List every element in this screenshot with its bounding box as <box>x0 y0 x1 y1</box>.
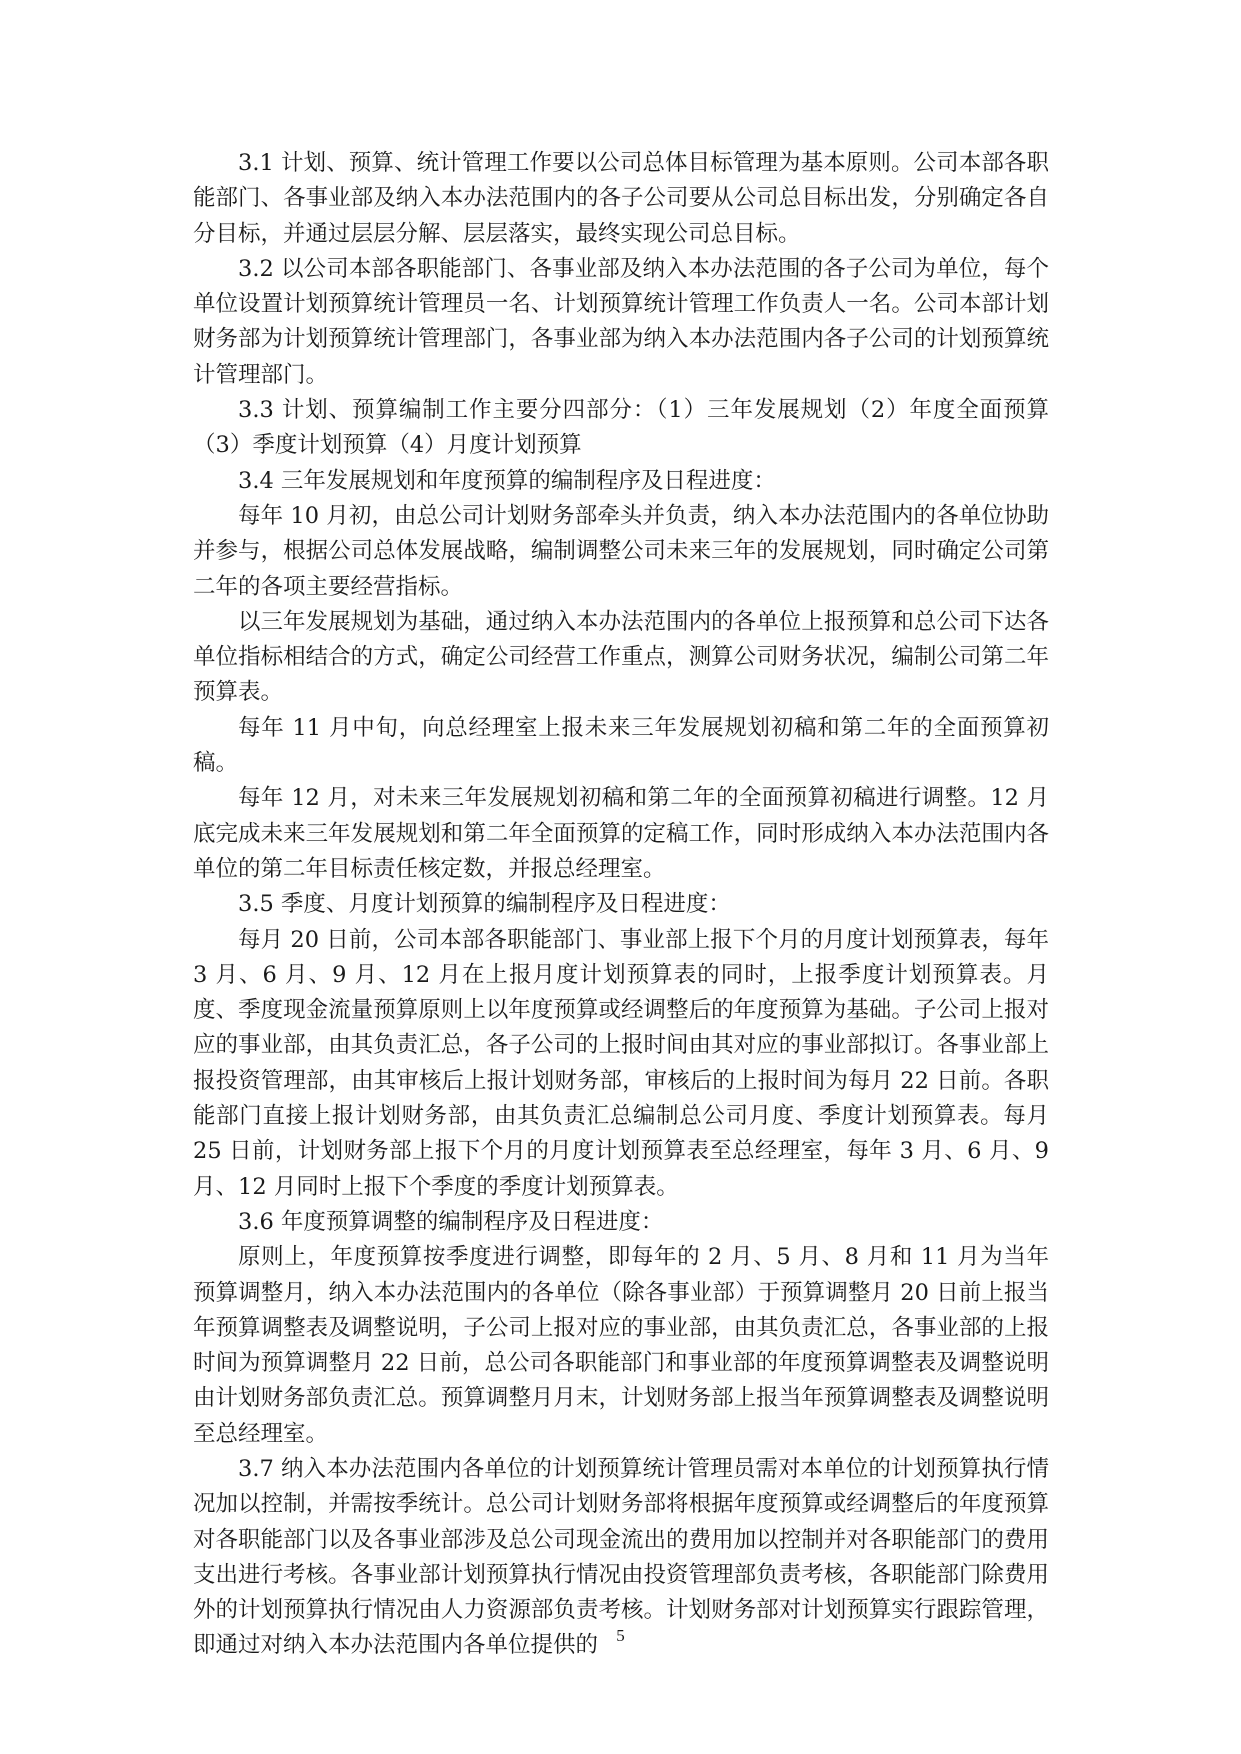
paragraph-3-4-basis: 以三年发展规划为基础，通过纳入本办法范围内的各单位上报预算和总公司下达各单位指标相结合的方式，确定公司经营工作重点，测算公司财务状况，编制公司第二年预算表。 <box>193 608 1049 706</box>
paragraph-3-4-heading: 3.4 三年发展规划和年度预算的编制程序及日程进度： <box>238 467 776 494</box>
page-number: 5 <box>616 1626 625 1645</box>
paragraph-3-7: 3.7 纳入本办法范围内各单位的计划预算统计管理员需对本单位的计划预算执行情况加以控制，并需按季统计。总公司计划财务部将根据年度预算或经调整后的年度预算对各职能部门以及各事业部涉及总公司现金流出的费用加以控制并对各职能部门的费用支出进行考核。各事业部计划预算执行情况由投资管理部负责考核，各职能部门除费用外的计划预算执行情况由人力资源部负责考核。计划财务部对计划预算实行跟踪管理，即通过对纳入本办法范围内各单位提供的 <box>193 1455 1049 1659</box>
paragraph-3-6-heading: 3.6 年度预算调整的编制程序及日程进度： <box>238 1208 664 1235</box>
paragraph-3-4-november: 每年 11 月中旬，向总经理室上报未来三年发展规划初稿和第二年的全面预算初稿。 <box>193 714 1049 777</box>
document-body <box>193 146 1049 1664</box>
paragraph-3-6-body: 原则上，年度预算按季度进行调整，即每年的 2 月、5 月、8 月和 11 月为当年预算调整月，纳入本办法范围内的各单位（除各事业部）于预算调整月 20 日前上报当年预算调整表及调整说明，子公司上报对应的事业部，由其负责汇总，各事业部的上报时间为预算调整月 22 日前，总公司各职能部门和事业部的年度预算调整表及调整说明由计划财务部负责汇总。预算调整月月末，计划财务部上报当年预算调整表及调整说明至总经理室。 <box>193 1244 1049 1447</box>
paragraph-3-5-heading: 3.5 季度、月度计划预算的编制程序及日程进度： <box>238 891 731 918</box>
paragraph-3-2: 3.2 以公司本部各职能部门、各事业部及纳入本办法范围的各子公司为单位，每个单位设置计划预算统计管理员一名、计划预算统计管理工作负责人一名。公司本部计划财务部为计划预算统计管理部门，各事业部为纳入本办法范围内各子公司的计划预算统计管理部门。 <box>193 255 1049 388</box>
paragraph-3-5-body: 每月 20 日前，公司本部各职能部门、事业部上报下个月的月度计划预算表，每年 3 月、6 月、9 月、12 月在上报月度计划预算表的同时，上报季度计划预算表。月度、季度现金流量预算原则上以年度预算或经调整后的年度预算为基础。子公司上报对应的事业部，由其负责汇总，各子公司的上报时间由其对应的事业部拟订。各事业部上报投资管理部，由其审核后上报计划财务部，审核后的上报时间为每月 22 日前。各职能部门直接上报计划财务部，由其负责汇总编制总公司月度、季度计划预算表。每月 25 日前，计划财务部上报下个月的月度计划预算表至总经理室，每年 3 月、6 月、9 月、12 月同时上报下个季度的季度计划预算表。 <box>193 926 1049 1200</box>
paragraph-3-3: 3.3 计划、预算编制工作主要分四部分：（1）三年发展规划（2）年度全面预算（3）季度计划预算（4）月度计划预算 <box>193 397 1049 459</box>
paragraph-3-4-october: 每年 10 月初，由总公司计划财务部牵头并负责，纳入本办法范围内的各单位协助并参与，根据公司总体发展战略，编制调整公司未来三年的发展规划，同时确定公司第二年的各项主要经营指标。 <box>193 502 1049 600</box>
paragraph-3-4-december: 每年 12 月，对未来三年发展规划初稿和第二年的全面预算初稿进行调整。12 月底完成未来三年发展规划和第二年全面预算的定稿工作，同时形成纳入本办法范围内各单位的第二年目标责任核定数，并报总经理室。 <box>193 785 1049 882</box>
paragraph-3-1: 3.1 计划、预算、统计管理工作要以公司总体目标管理为基本原则。公司本部各职能部门、各事业部及纳入本办法范围内的各子公司要从公司总目标出发，分别确定各自分目标，并通过层层分解、层层落实，最终实现公司总目标。 <box>193 150 1049 247</box>
